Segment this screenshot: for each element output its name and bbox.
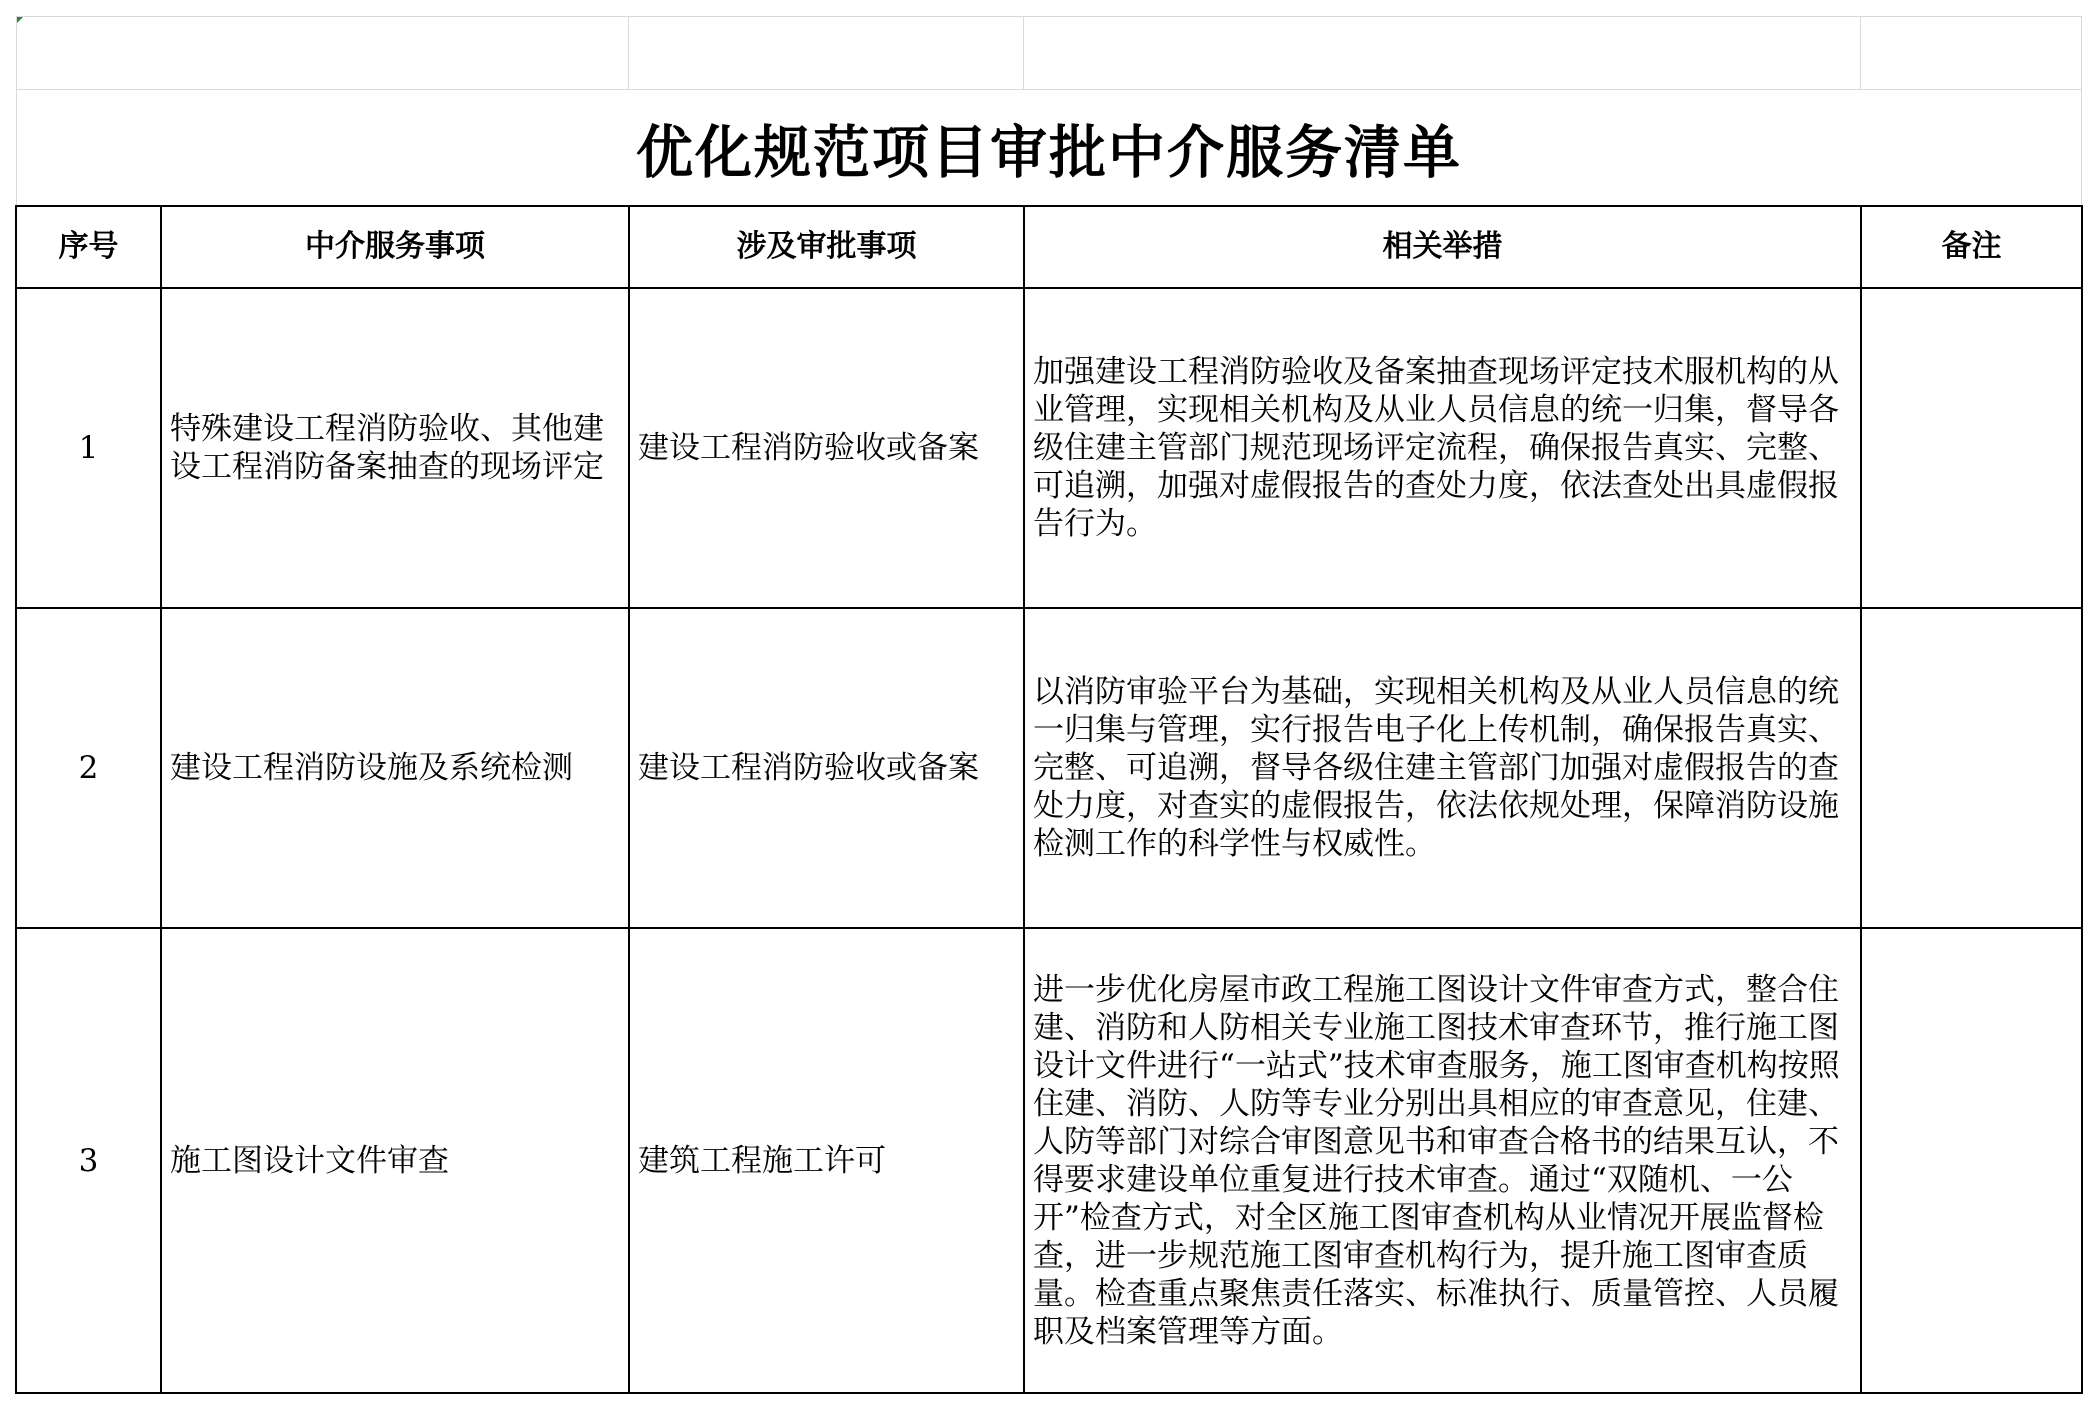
gridline [1023,16,1024,90]
table-header-row [16,206,2082,288]
gridline [628,16,629,90]
cell-approval[interactable]: 建设工程消防验收或备案 [629,608,1024,928]
cell-measures[interactable]: 加强建设工程消防验收及备案抽查现场评定技术服机构的从业管理，实现相关机构及从业人员信息的统一归集，督导各级住建主管部门规范现场评定流程，确保报告真实、完整、可追溯，加强对虚假报告的查处力度，依法查处出具虚假报告行为。 [1024,288,1861,608]
cell-seq[interactable]: 3 [16,928,161,1393]
header-remarks[interactable]: 备注 [1861,206,2082,288]
header-service[interactable]: 中介服务事项 [161,206,629,288]
cell-service[interactable]: 建设工程消防设施及系统检测 [161,608,629,928]
table-row [16,928,2082,1393]
cell-service[interactable]: 施工图设计文件审查 [161,928,629,1393]
header-approval[interactable]: 涉及审批事项 [629,206,1024,288]
cell-approval[interactable]: 建设工程消防验收或备案 [629,288,1024,608]
service-list-table [15,205,2083,1394]
cell-seq[interactable]: 2 [16,608,161,928]
cell-remarks[interactable] [1861,608,2082,928]
cell-measures[interactable]: 进一步优化房屋市政工程施工图设计文件审查方式，整合住建、消防和人防相关专业施工图技术审查环节，推行施工图设计文件进行“一站式”技术审查服务，施工图审查机构按照住建、消防、人防等专业分别出具相应的审查意见，住建、人防等部门对综合审图意见书和审查合格书的结果互认，不得要求建设单位重复进行技术审查。通过“双随机、一公开”检查方式，对全区施工图审查机构从业情况开展监督检查，进一步规范施工图审查机构行为，提升施工图审查质量。检查重点聚焦责任落实、标准执行、质量管控、人员履职及档案管理等方面。 [1024,928,1861,1393]
gridline [1860,16,1861,90]
cell-remarks[interactable] [1861,928,2082,1393]
cell-approval[interactable]: 建筑工程施工许可 [629,928,1024,1393]
gridline [16,16,2082,17]
cell-indicator-icon [16,16,24,24]
table-row [16,288,2082,608]
cell-seq[interactable]: 1 [16,288,161,608]
table-row [16,608,2082,928]
header-seq[interactable]: 序号 [16,206,161,288]
header-measures[interactable]: 相关举措 [1024,206,1861,288]
cell-remarks[interactable] [1861,288,2082,608]
document-title: 优化规范项目审批中介服务清单 [636,120,1462,186]
cell-measures[interactable]: 以消防审验平台为基础，实现相关机构及从业人员信息的统一归集与管理，实行报告电子化上传机制，确保报告真实、完整、可追溯，督导各级住建主管部门加强对虚假报告的查处力度，对查实的虚假报告，依法依规处理，保障消防设施检测工作的科学性与权威性。 [1024,608,1861,928]
cell-service[interactable]: 特殊建设工程消防验收、其他建设工程消防备案抽查的现场评定 [161,288,629,608]
